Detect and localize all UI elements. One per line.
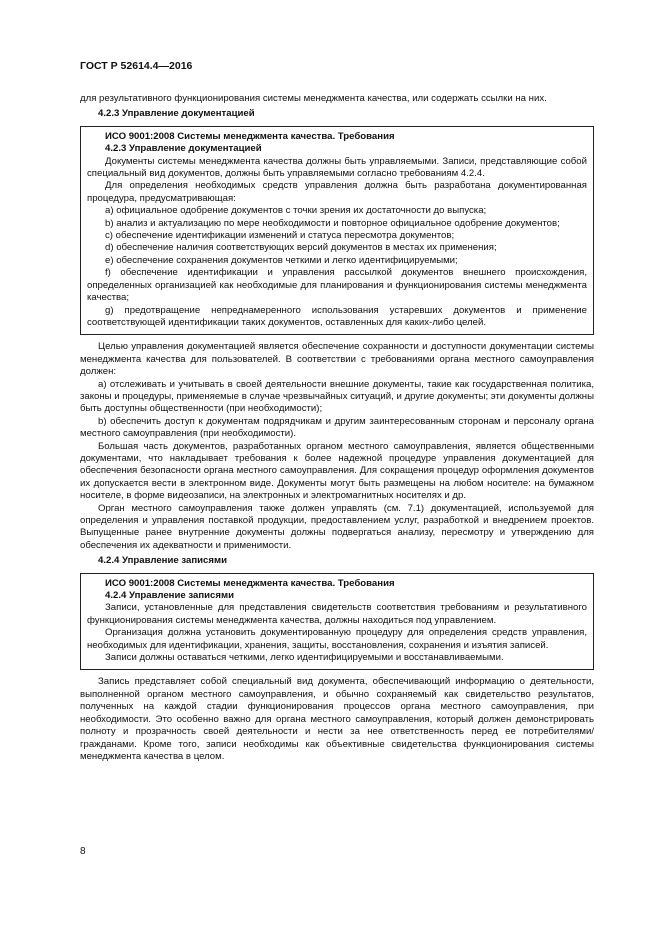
iso-quote-box-424: [80, 573, 594, 671]
document-id: ГОСТ Р 52614.4—2016: [80, 60, 193, 72]
box-list-item: d) обеспечение наличия соответствующих версий документов в местах их применения;: [105, 242, 497, 254]
box-list-item: g) предотвращение непреднамеренного использования устаревших документов и применение соответствующей идентификации таких документов, оставленных для каких-либо целей.: [87, 304, 587, 328]
box-list-item: c) обеспечение идентификации изменений и статуса пересмотра документов;: [105, 230, 455, 242]
box-subtitle: 4.2.3 Управление документацией: [105, 143, 262, 155]
box-title: ИСО 9001:2008 Системы менеджмента качества. Требования: [105, 577, 395, 589]
box-paragraph: Документы системы менеджмента качества должны быть управляемыми. Записи, представляющие собой специальный вид документов, должны быть управляемыми согласно требованиям 4.2.4.: [87, 155, 587, 180]
intro-paragraph: для результативного функционирования системы менеджмента качества, или содержать ссылки на них.: [80, 93, 547, 104]
body-list-item: а) отслеживать и учитывать в своей деятельности внешние документы, такие как государственная политика, законы и процедуры, применяемые в случае чрезвычайных ситуаций, и другие документы; эти документы должны быть доступны общественности (при необходимости);: [80, 378, 594, 415]
box-list-item: b) анализ и актуализацию по мере необходимости и повторное официальное одобрение документов;: [105, 217, 560, 229]
body-paragraph: Запись представляет собой специальный вид документа, обеспечивающий информацию о деятельности, выполненной органом местного самоуправления, и обычно сохраняемый как свидетельство результатов, полученных на каждой стадии функционирования процессов органа местного самоуправления, при необходимости. Это особенно важно для органа местного самоуправления, который должен демонстрировать полноту и прозрачность своей деятельности и нести за нее ответственность перед ее потребителями/гражданами. Кроме того, записи необходимы как объективные свидетельства функционирования системы менеджмента качества в целом.: [80, 676, 594, 762]
box-paragraph: Записи должны оставаться четкими, легко идентифицируемыми и восстанавливаемыми.: [105, 652, 504, 664]
box-title: ИСО 9001:2008 Системы менеджмента качества. Требования: [105, 130, 395, 142]
box-subtitle: 4.2.4 Управление записями: [105, 590, 234, 602]
body-paragraph: Целью управления документацией является обеспечение сохранности и доступности документации системы менеджмента качества для пользователей. В соответствии с требованиями органа местного самоуправления должен:: [80, 341, 594, 378]
box-list-item: а) официальное одобрение документов с точки зрения их достаточности до выпуска;: [105, 205, 487, 217]
body-paragraph: Большая часть документов, разработанных органом местного самоуправления, является общественными документами, что накладывает требования к более надежной процедуре управления документацией для обеспечения безопасности органа местного самоуправления. Для сокращения процедур оформления документов их допускается вести в электронном виде. Документы могут быть размещены на любом носителе: на бумажном носителе, в форме видеозаписи, на электронных и электромагнитных носителях и др.: [80, 440, 594, 502]
page-number: 8: [80, 846, 86, 857]
page-content: [80, 93, 594, 763]
section-heading-423: 4.2.3 Управление документацией: [98, 108, 255, 120]
box-list-item: e) обеспечение сохранения документов четкими и легко идентифицируемыми;: [105, 254, 458, 266]
box-paragraph: Для определения необходимых средств управления должна быть разработана документированная процедура, предусматривающая:: [87, 180, 587, 204]
box-paragraph: Организация должна установить документированную процедуру для определения средств управления, необходимых для идентификации, хранения, защиты, восстановления, сохранения и изъятия записей.: [87, 627, 587, 651]
iso-quote-box-423: [80, 126, 594, 336]
body-paragraph: Орган местного самоуправления также должен управлять (см. 7.1) документацией, используемой для определения и управления поставкой продукции, предоставлением услуг, разработкой и внедрением проектов. Выпущенные ранее внутренние документы должны подвергаться анализу, пересмотру и утверждению для обеспечения их адекватности и применимости.: [80, 502, 594, 551]
body-list-item: b) обеспечить доступ к документам подрядчикам и другим заинтересованным сторонам и персоналу органа местного самоуправления (при необходимости).: [80, 415, 594, 440]
box-list-item: f) обеспечение идентификации и управления рассылкой документов внешнего происхождения, определенных организацией как необходимые для планирования и функционирования системы менеджмента качества;: [87, 267, 587, 304]
box-paragraph: Записи, установленные для представления свидетельств соответствия требованиям и результативного функционирования системы менеджмента качества, должны находиться под управлением.: [87, 602, 587, 626]
section-heading-424: 4.2.4 Управление записями: [98, 555, 227, 567]
